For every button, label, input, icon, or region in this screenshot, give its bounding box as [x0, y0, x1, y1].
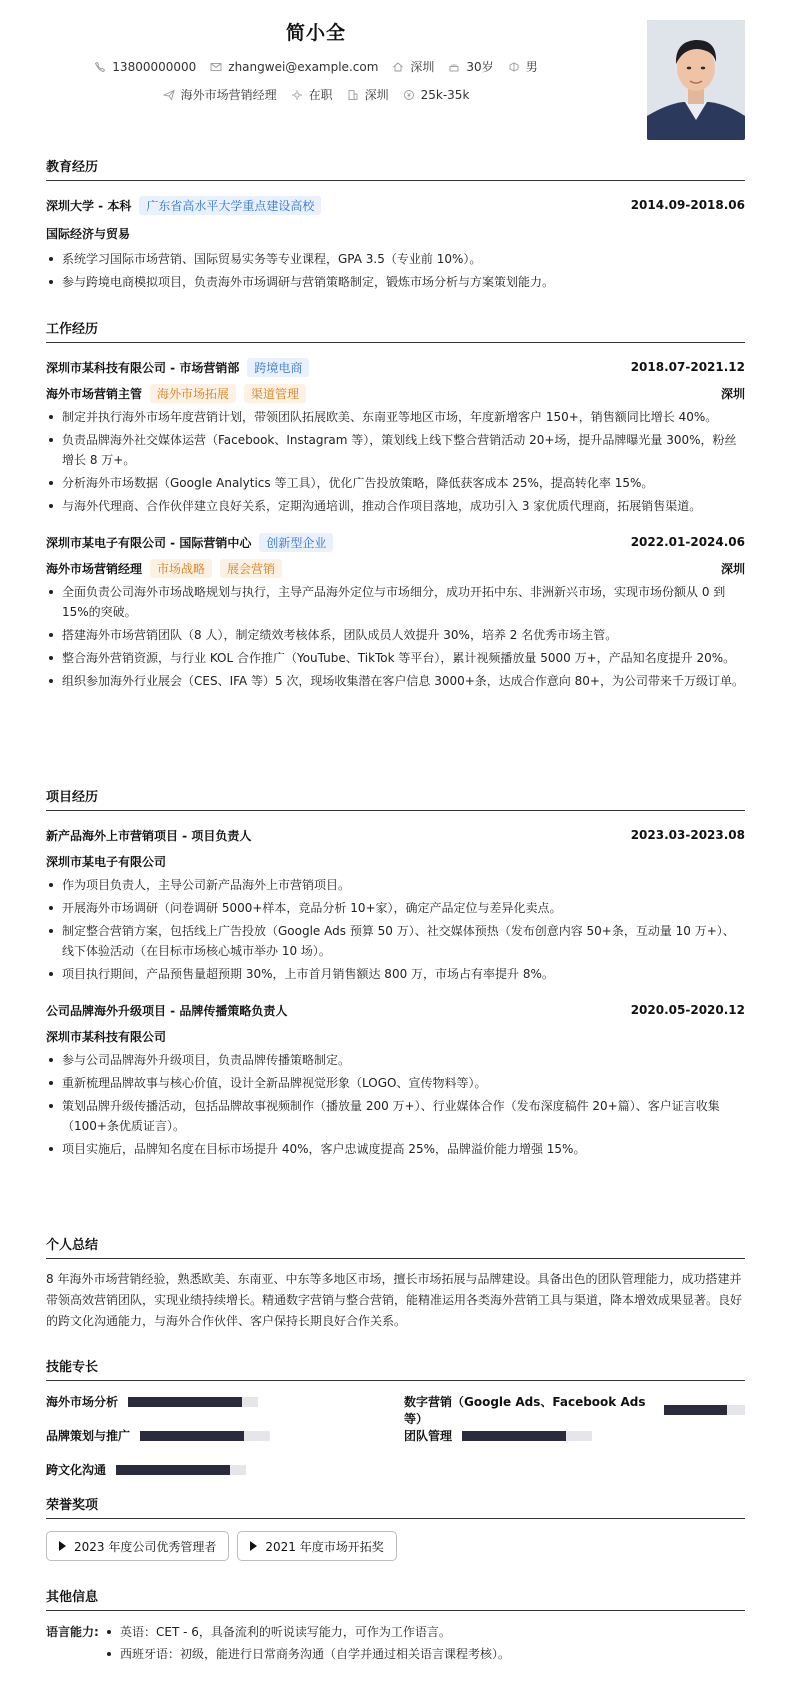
- job-city: 深圳: [720, 386, 745, 401]
- project-entry: [46, 825, 745, 984]
- list-item: 分析海外市场数据（Google Analytics 等工具），优化广告投放策略，降低获客成本 25%，提高转化率 15%。: [46, 473, 745, 493]
- age-icon: [448, 61, 460, 73]
- salary-item: [403, 88, 470, 102]
- job-target-text: 海外市场营销经理: [180, 88, 277, 102]
- school-name: 深圳大学 - 本科: [46, 198, 132, 213]
- skill-item: [404, 1427, 592, 1444]
- skill-bar-fill: [140, 1431, 244, 1441]
- status-icon: [291, 89, 303, 101]
- skill-item: [46, 1393, 258, 1410]
- project-company: [46, 851, 745, 871]
- skill-bar: [128, 1397, 258, 1407]
- company-tag: 创新型企业: [259, 533, 333, 552]
- project-company-text: 深圳市某科技有限公司: [46, 1029, 167, 1044]
- language-label: 语言能力:: [46, 1625, 99, 1639]
- skill-name: 数字营销（Google Ads、Facebook Ads 等）: [404, 1395, 646, 1426]
- list-item: 项目实施后，品牌知名度在目标市场提升 40%，客户忠诚度提高 25%，品牌溢价能力增强 15%。: [46, 1139, 745, 1159]
- list-item: 与海外代理商、合作伙伴建立良好关系，定期沟通培训，推动合作项目落地，成功引入 3 家优质代理商，拓展销售渠道。: [46, 496, 745, 516]
- salary-text: 25k-35k: [420, 87, 470, 102]
- list-item: 英语：CET - 6，具备流利的听说读写能力，可作为工作语言。: [102, 1621, 510, 1643]
- list-item: 西班牙语：初级，能进行日常商务沟通（自学并通过相关语言课程考核）。: [102, 1643, 510, 1665]
- position-head: [46, 558, 745, 578]
- project-company: [46, 1026, 745, 1046]
- project-period: 2020.05-2020.12: [630, 1003, 745, 1017]
- award-item: [46, 1531, 229, 1561]
- candidate-name: 简小全: [285, 22, 346, 44]
- job-period: 2018.07-2021.12: [630, 360, 745, 374]
- project-name: 公司品牌海外升级项目 - 品牌传播策略负责人: [46, 1003, 288, 1018]
- education-bullets: [46, 249, 745, 292]
- summary-title: 个人总结: [46, 1234, 745, 1259]
- awards-title: 荣誉奖项: [46, 1494, 745, 1519]
- phone-item: [94, 60, 196, 74]
- list-item: 制定整合营销方案，包括线上广告投放（Google Ads 预算 50 万）、社交媒体预热（发布创意内容 50+条，互动量 10 万+）、线下体验活动（在目标市场核心城市举办 10 场）。: [46, 921, 745, 961]
- triangle-right-icon: [250, 1541, 257, 1551]
- work-section: [46, 318, 745, 691]
- skill-name: 团队管理: [404, 1429, 453, 1443]
- job-head: [46, 357, 745, 377]
- resume-page: [46, 0, 745, 1693]
- company-name: 深圳市某科技有限公司 - 市场营销部: [46, 360, 240, 375]
- other-section: [46, 1586, 745, 1665]
- skill-bar: [664, 1405, 745, 1415]
- position-tag: 海外市场拓展: [150, 384, 236, 403]
- phone-text: 13800000000: [112, 59, 197, 74]
- list-item: 搭建海外市场营销团队（8 人），制定绩效考核体系，团队成员人效提升 30%，培养 2 名优秀市场主管。: [46, 625, 745, 645]
- award-text: 2021 年度市场开拓奖: [265, 1539, 384, 1554]
- list-item: 策划品牌升级传播活动，包括品牌故事视频制作（播放量 200 万+）、行业媒体合作（发布深度稿件 20+篇）、客户证言收集（100+条优质证言）。: [46, 1096, 745, 1136]
- status-text: 在职: [308, 88, 333, 102]
- gender-icon: [508, 61, 520, 73]
- project-bullets: [46, 875, 745, 984]
- major-text: 国际经济与贸易: [46, 226, 131, 241]
- job-entry: [46, 532, 745, 691]
- skill-bar: [462, 1431, 592, 1441]
- job-intent-row: [46, 86, 586, 103]
- list-item: 制定并执行海外市场年度营销计划，带领团队拓展欧美、东南亚等地区市场，年度新增客户 150+，销售额同比增长 40%。: [46, 407, 745, 427]
- company-tag: 跨境电商: [247, 358, 309, 377]
- project-name: 新产品海外上市营销项目 - 项目负责人: [46, 828, 252, 843]
- triangle-right-icon: [59, 1541, 66, 1551]
- skill-item: [46, 1427, 270, 1444]
- job-entry: [46, 357, 745, 516]
- age-text: 30岁: [466, 60, 494, 74]
- language-row: [46, 1621, 745, 1665]
- job-bullets: [46, 407, 745, 516]
- skill-bar-fill: [128, 1397, 242, 1407]
- skill-bar: [140, 1431, 270, 1441]
- email-item: [210, 60, 378, 74]
- award-text: 2023 年度公司优秀管理者: [74, 1539, 217, 1554]
- age-item: [448, 58, 493, 75]
- list-item: 全面负责公司海外市场战略规划与执行，主导产品海外定位与市场细分，成功开拓中东、非洲新兴市场，实现市场份额从 0 到 15%的突破。: [46, 582, 745, 622]
- position-head: [46, 383, 745, 403]
- location-item: [392, 58, 434, 75]
- email-text: zhangwei@example.com: [228, 59, 379, 74]
- gender-text: 男: [525, 60, 538, 74]
- profile-photo: [647, 20, 745, 140]
- education-title: 教育经历: [46, 156, 745, 181]
- education-section: [46, 156, 745, 292]
- contact-row: [46, 58, 586, 75]
- skills-section: [46, 1356, 745, 1489]
- job-bullets: [46, 582, 745, 691]
- skill-name: 跨文化沟通: [46, 1463, 107, 1477]
- status-item: [291, 86, 333, 103]
- position-tag: 市场战略: [150, 559, 212, 578]
- list-item: 开展海外市场调研（问卷调研 5000+样本，竞品分析 10+家），确定产品定位与差异化卖点。: [46, 898, 745, 918]
- list-item: 负责品牌海外社交媒体运营（Facebook、Instagram 等），策划线上线下整合营销活动 20+场，提升品牌曝光量 300%，粉丝增长 8 万+。: [46, 430, 745, 470]
- list-item: 重新梳理品牌故事与核心价值，设计全新品牌视觉形象（LOGO、宣传物料等）。: [46, 1073, 745, 1093]
- job-city: 深圳: [720, 561, 745, 576]
- skills-title: 技能专长: [46, 1356, 745, 1381]
- other-title: 其他信息: [46, 1586, 745, 1611]
- project-company-text: 深圳市某电子有限公司: [46, 854, 167, 869]
- job-period: 2022.01-2024.06: [630, 535, 745, 549]
- position-tag: 展会营销: [220, 559, 282, 578]
- position-tag: 渠道管理: [244, 384, 306, 403]
- summary-section: [46, 1234, 745, 1332]
- list-item: 项目执行期间，产品预售量超预期 30%，上市首月销售额达 800 万，市场占有率提升 8%。: [46, 964, 745, 984]
- awards-section: [46, 1494, 745, 1561]
- home-icon: [392, 61, 404, 73]
- skill-name: 海外市场分析: [46, 1395, 119, 1409]
- gender-item: [508, 58, 538, 75]
- location-text: 深圳: [410, 60, 435, 74]
- resume-header: [46, 0, 745, 150]
- project-bullets: [46, 1050, 745, 1159]
- job-head: [46, 532, 745, 552]
- send-icon: [163, 89, 175, 101]
- skills-grid: [46, 1389, 745, 1489]
- awards-list: [46, 1531, 745, 1561]
- list-item: 作为项目负责人，主导公司新产品海外上市营销项目。: [46, 875, 745, 895]
- skill-name: 品牌策划与推广: [46, 1429, 131, 1443]
- award-item: [237, 1531, 396, 1561]
- skill-bar-fill: [116, 1465, 230, 1475]
- position-name: 海外市场营销经理: [46, 561, 143, 576]
- skill-bar-fill: [664, 1405, 728, 1415]
- skill-bar-fill: [462, 1431, 566, 1441]
- projects-title: 项目经历: [46, 786, 745, 811]
- skill-item: [46, 1461, 246, 1478]
- company-name: 深圳市某电子有限公司 - 国际营销中心: [46, 535, 252, 550]
- avatar: [647, 20, 745, 140]
- list-item: 整合海外营销资源，与行业 KOL 合作推广（YouTube、TikTok 等平台），累计视频播放量 5000 万+，产品知名度提升 20%。: [46, 648, 745, 668]
- email-icon: [210, 61, 222, 73]
- skill-bar: [116, 1465, 246, 1475]
- language-list: [102, 1621, 510, 1665]
- education-head: [46, 195, 745, 215]
- project-entry: [46, 1000, 745, 1159]
- phone-icon: [94, 61, 106, 73]
- education-period: 2014.09-2018.06: [630, 198, 745, 212]
- work-title: 工作经历: [46, 318, 745, 343]
- list-item: 参与公司品牌海外升级项目，负责品牌传播策略制定。: [46, 1050, 745, 1070]
- list-item: 组织参加海外行业展会（CES、IFA 等）5 次，现场收集潜在客户信息 3000+条，达成合作意向 80+，为公司带来千万级订单。: [46, 671, 745, 691]
- project-period: 2023.03-2023.08: [630, 828, 745, 842]
- list-item: 参与跨境电商模拟项目，负责海外市场调研与营销策略制定，锻炼市场分析与方案策划能力。: [46, 272, 745, 292]
- job-target-item: [163, 86, 277, 103]
- projects-section: [46, 786, 745, 1159]
- summary-text: 8 年海外市场营销经验，熟悉欧美、东南亚、中东等多地区市场，擅长市场拓展与品牌建设。具备出色的团队管理能力，成功搭建并带领高效营销团队，实现业绩持续增长。精通数字营销与整合营销，能精准运用各类海外营销工具与渠道，降本增效成果显著。良好的跨文化沟通能力，与海外合作伙伴、客户保持长期良好合作关系。: [46, 1272, 743, 1328]
- project-head: [46, 825, 745, 845]
- money-icon: [403, 89, 415, 101]
- list-item: 系统学习国际市场营销、国际贸易实务等专业课程，GPA 3.5（专业前 10%）。: [46, 249, 745, 269]
- target-city-item: [347, 86, 389, 103]
- project-head: [46, 1000, 745, 1020]
- position-name: 海外市场营销主管: [46, 386, 143, 401]
- school-tag: 广东省高水平大学重点建设高校: [139, 196, 321, 215]
- target-city-text: 深圳: [364, 88, 389, 102]
- building-icon: [347, 89, 359, 101]
- skill-item: [404, 1393, 745, 1427]
- major: [46, 223, 745, 243]
